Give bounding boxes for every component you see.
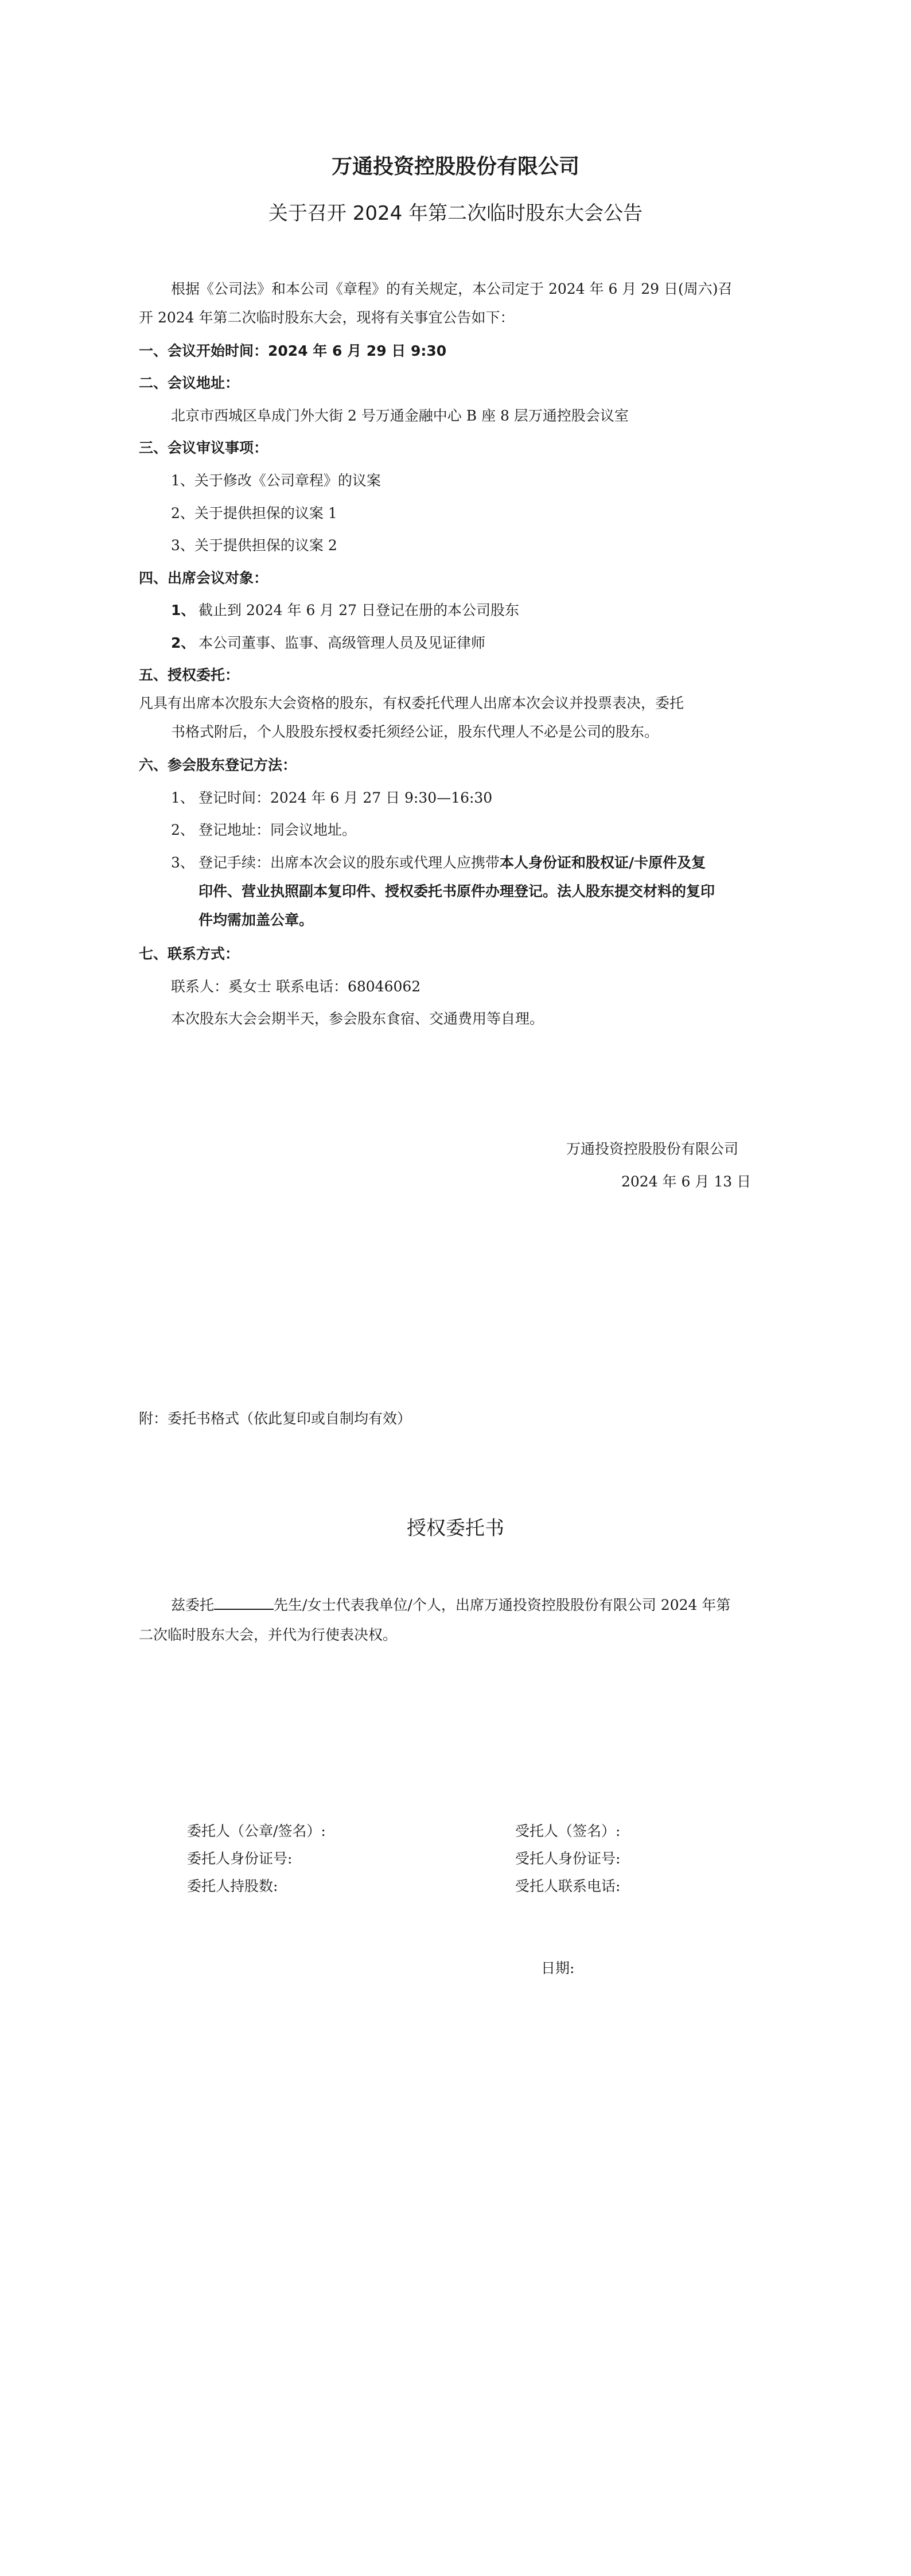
intro-line-1: 根据《公司法》和本公司《章程》的有关规定，本公司定于 2024 年 6 月 29 日(周六)召 — [171, 281, 733, 297]
proxy-name-blank — [214, 1596, 274, 1610]
registration-item-2 — [171, 819, 356, 839]
attendee-item-1 — [171, 599, 519, 620]
meeting-time: 2024 年 6 月 29 日 9:30 — [268, 343, 447, 359]
section-1-heading — [139, 340, 446, 360]
attendee-item-1-text: 截止到 2024 年 6 月 27 日登记在册的本公司股东 — [198, 602, 520, 618]
proxy-text-rest: 先生/女士代表我单位/个人，出席万通投资控股股份有限公司 2024 年第 — [274, 1597, 731, 1613]
meeting-address: 北京市西城区阜成门外大街 2 号万通金融中心 B 座 8 层万通控股会议室 — [171, 407, 629, 424]
registration-address: 登记地址：同会议地址。 — [198, 822, 357, 838]
registration-item-3 — [171, 851, 706, 872]
principal-id-field: 委托人身份证号: — [187, 1850, 293, 1867]
agenda-item-2: 2、关于提供担保的议案 1 — [171, 505, 337, 522]
section-5-heading: 五、授权委托： — [139, 667, 240, 683]
agent-id-field: 受托人身份证号: — [515, 1850, 621, 1867]
section-3-heading: 三、会议审议事项： — [139, 439, 268, 456]
section-4-heading: 四、出席会议对象： — [139, 570, 268, 586]
registration-item-1-num: 1、 — [171, 789, 194, 806]
meeting-note: 本次股东大会会期半天，参会股东食宿、交通费用等自理。 — [171, 1010, 544, 1027]
registration-time: 登记时间：2024 年 6 月 27 日 9:30—16:30 — [198, 789, 493, 806]
proxy-text-line-1 — [171, 1594, 730, 1617]
attendee-item-2-num: 2、 — [171, 635, 196, 651]
signature-company: 万通投资控股股份有限公司 — [566, 1141, 739, 1157]
contact-info: 联系人：奚女士 联系电话：68046062 — [171, 978, 421, 995]
agent-signature-field: 受托人（签名）: — [515, 1823, 621, 1839]
registration-item-1 — [171, 787, 492, 807]
attendee-item-2-text: 本公司董事、监事、高级管理人员及见证律师 — [198, 635, 486, 651]
proxy-date-field: 日期: — [541, 1960, 575, 1976]
attachment-note: 附：委托书格式（依此复印或自制均有效） — [139, 1410, 412, 1427]
registration-materials-2: 印件、营业执照副本复印件、授权委托书原件办理登记。法人股东提交材料的复印 — [198, 883, 715, 900]
principal-signature-field: 委托人（公章/签名）: — [187, 1823, 326, 1839]
proxy-form-title: 授权委托书 — [407, 1517, 504, 1540]
section-1-label: 一、会议开始时间： — [139, 343, 268, 359]
registration-materials-1: 本人身份证和股权证/卡原件及复 — [500, 854, 706, 871]
agenda-item-1: 1、关于修改《公司章程》的议案 — [171, 472, 381, 489]
notice-title: 关于召开 2024 年第二次临时股东大会公告 — [268, 202, 643, 225]
registration-item-3-num: 3、 — [171, 854, 194, 871]
section-2-heading: 二、会议地址： — [139, 375, 240, 391]
attendee-item-2 — [171, 632, 485, 652]
section-7-heading: 七、联系方式： — [139, 945, 240, 962]
principal-shares-field: 委托人持股数: — [187, 1878, 278, 1894]
registration-item-2-num: 2、 — [171, 822, 194, 838]
proxy-rule-line-1: 凡具有出席本次股东大会资格的股东，有权委托代理人出席本次会议并投票表决，委托 — [139, 695, 684, 711]
signature-date: 2024 年 6 月 13 日 — [621, 1173, 752, 1190]
section-6-heading: 六、参会股东登记方法： — [139, 757, 297, 773]
proxy-rule-line-2: 书格式附后，个人股股东授权委托须经公证，股东代理人不必是公司的股东。 — [171, 723, 659, 740]
intro-line-2: 开 2024 年第二次临时股东大会，现将有关事宜公告如下： — [139, 309, 515, 326]
agent-phone-field: 受托人联系电话: — [515, 1878, 621, 1894]
proxy-text-line-2: 二次临时股东大会，并代为行使表决权。 — [139, 1626, 398, 1643]
attendee-item-1-num: 1、 — [171, 602, 196, 618]
company-name: 万通投资控股股份有限公司 — [331, 155, 579, 178]
registration-procedure: 登记手续：出席本次会议的股东或代理人应携带 — [198, 854, 500, 871]
agenda-item-3: 3、关于提供担保的议案 2 — [171, 537, 337, 554]
proxy-text-prefix: 兹委托 — [171, 1597, 215, 1613]
registration-materials-3: 件均需加盖公章。 — [198, 912, 314, 928]
